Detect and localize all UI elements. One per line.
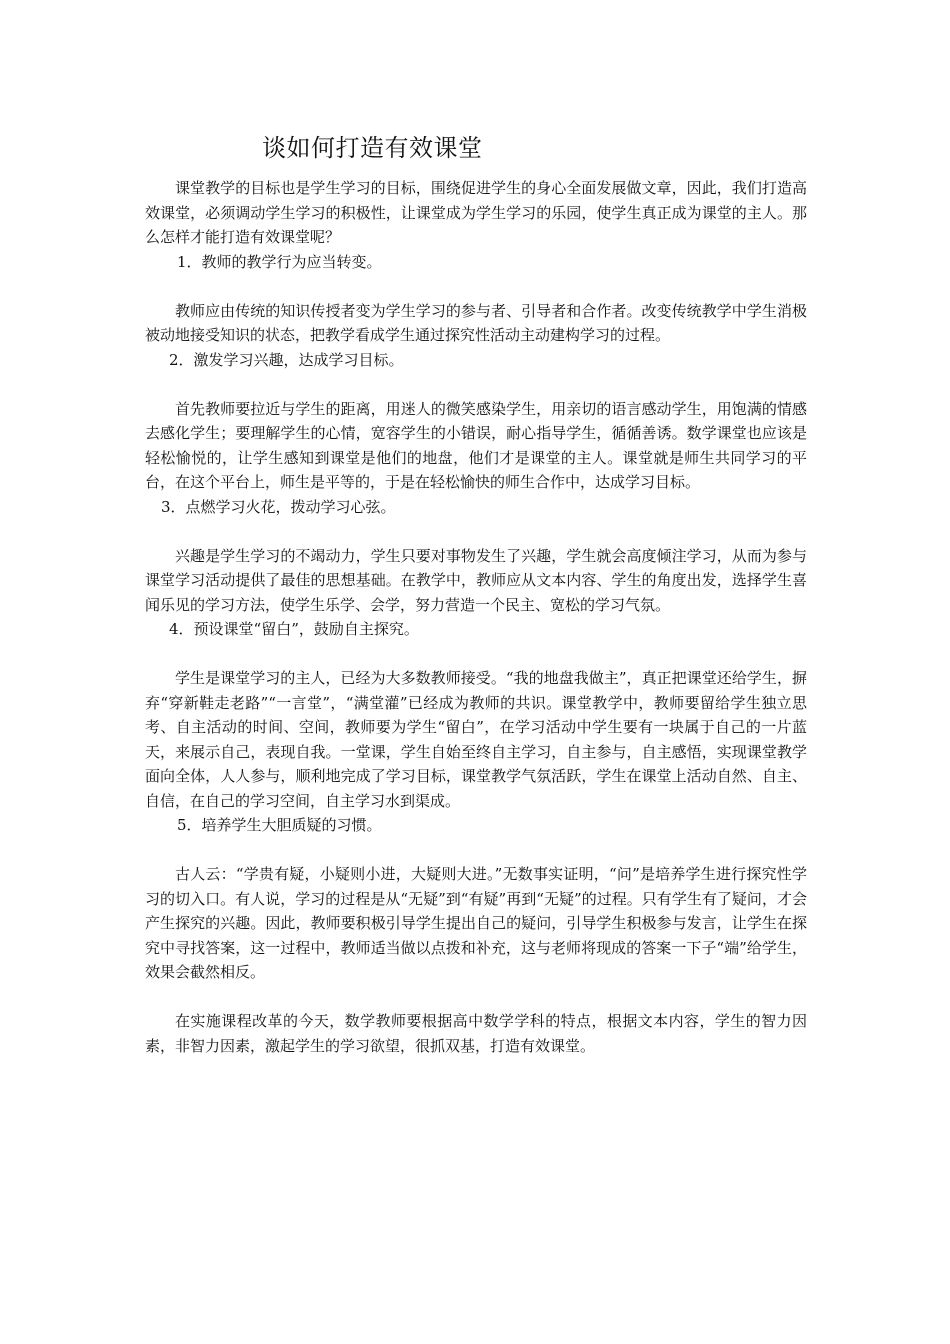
section-body-4: 学生是课堂学习的主人，已经为大多数教师接受。“我的地盘我做主”，真正把课堂还给学生，摒弃“穿新鞋走老路”“一言堂”，“满堂灌”已经成为教师的共识。课堂教学中，教师要留给学生独立思考、自主活动的时间、空间，教师要为学生“留白”，在学习活动中学生要有一块属于自己的一片蓝天，来展示自己，表现自我。一堂课，学生自始至终自主学习，自主参与，自主感悟，实现课堂教学面向全体，人人参与，顺利地完成了学习目标，课堂教学气氛活跃，学生在课堂上活动自然、自主、自信，在自己的学习空间，自主学习水到渠成。 (145, 669, 807, 810)
section-heading-4: 4．预设课堂“留白”，鼓励自主探究。 (169, 620, 419, 638)
section-heading-2: 2．激发学习兴趣，达成学习目标。 (169, 350, 404, 369)
blank-line (145, 838, 807, 863)
document-body (145, 176, 807, 1058)
blank-line (145, 372, 807, 397)
section-body-5: 古人云：“学贵有疑，小疑则小进，大疑则大进。”无数事实证明，“问”是培养学生进行探究性学习的切入口。有人说，学习的过程是从“无疑”到“有疑”再到“无疑”的过程。只有学生有了疑问，才会产生探究的兴趣。因此，教师要积极引导学生提出自己的疑问，引导学生积极参与发言，让学生在探究中寻找答案，这一过程中，教师适当做以点拨和补充，这与老师将现成的答案一下子“端”给学生，效果会截然相反。 (145, 865, 807, 981)
section-body-3: 兴趣是学生学习的不竭动力，学生只要对事物发生了兴趣，学生就会高度倾注学习，从而为参与课堂学习活动提供了最佳的思想基础。在教学中，教师应从文本内容、学生的角度出发，选择学生喜闻乐见的学习方法，使学生乐学、会学，努力营造一个民主、宽松的学习气氛。 (145, 546, 807, 614)
section-heading-3: 3．点燃学习火花，拨动学习心弦。 (161, 497, 396, 516)
blank-line (145, 985, 807, 1010)
document-title: 谈如何打造有效课堂 (262, 134, 483, 162)
intro-paragraph: 课堂教学的目标也是学生学习的目标，围绕促进学生的身心全面发展做文章，因此，我们打造高效课堂，必须调动学生学习的积极性，让课堂成为学生学习的乐园，使学生真正成为课堂的主人。那么怎样才能打造有效课堂呢？ (145, 179, 807, 246)
section-heading-5: 5．培养学生大胆质疑的习惯。 (177, 816, 382, 834)
section-heading-1: 1．教师的教学行为应当转变。 (177, 252, 382, 271)
blank-line (145, 642, 807, 667)
blank-line (145, 519, 807, 544)
section-body-2: 首先教师要拉近与学生的距离，用迷人的微笑感染学生，用亲切的语言感动学生，用饱满的情感去感化学生；要理解学生的心情，宽容学生的小错误，耐心指导学生，循循善诱。数学课堂也应该是轻松愉悦的，让学生感知到课堂是他们的地盘，他们才是课堂的主人。课堂就是师生共同学习的平台，在这个平台上，师生是平等的，于是在轻松愉快的师生合作中，达成学习目标。 (145, 399, 807, 491)
section-body-1: 教师应由传统的知识传授者变为学生学习的参与者、引导者和合作者。改变传统教学中学生消极被动地接受知识的状态，把教学看成学生通过探究性活动主动建构学习的过程。 (145, 301, 807, 344)
blank-line (145, 274, 807, 299)
conclusion-paragraph: 在实施课程改革的今天，数学教师要根据高中数学学科的特点，根据文本内容，学生的智力因素，非智力因素，激起学生的学习欲望，很抓双基，打造有效课堂。 (145, 1012, 807, 1055)
